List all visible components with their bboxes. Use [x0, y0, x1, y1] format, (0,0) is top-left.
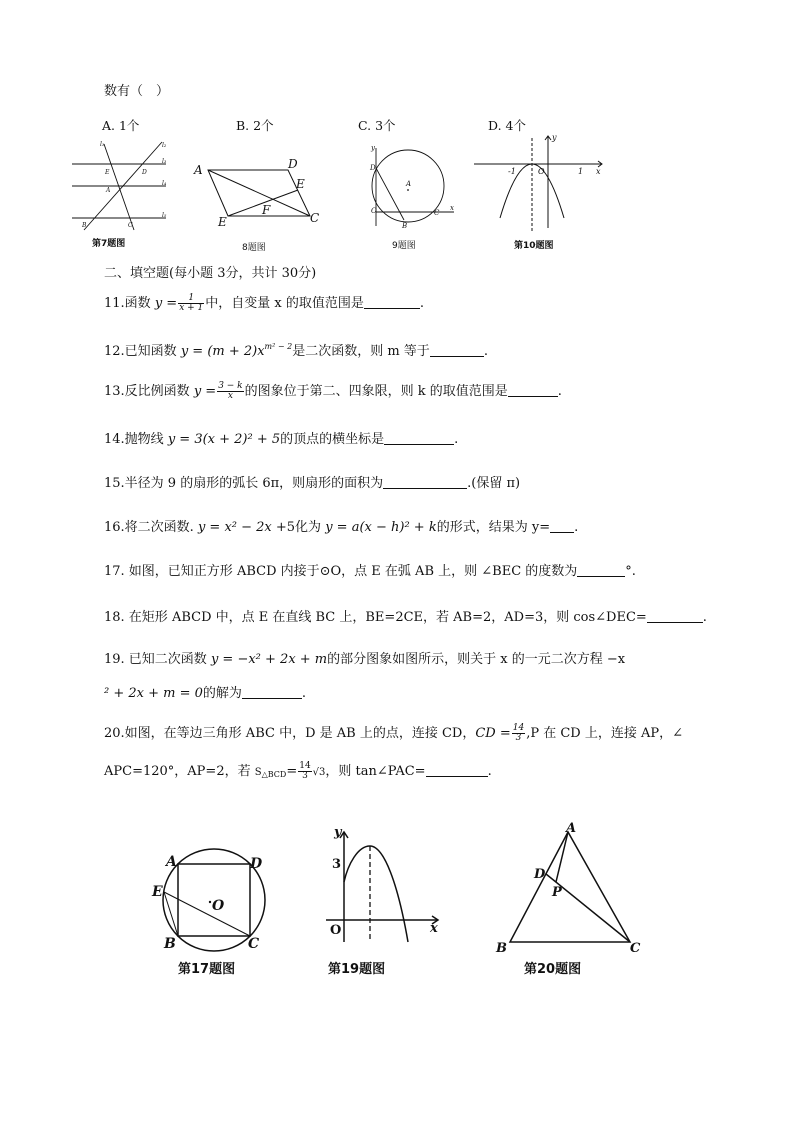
q19-end: .: [301, 686, 307, 701]
fig7-label-c: C: [128, 222, 133, 229]
fig7-label-a: A: [106, 187, 111, 194]
fig20-label-b: B: [496, 941, 507, 956]
fig20-label-a: A: [566, 822, 577, 836]
q20-s-denominator: 3: [302, 771, 308, 781]
question-13: [104, 380, 562, 401]
caption-fig19: 第19题图: [328, 962, 386, 977]
fig9-label-a: A: [406, 180, 412, 188]
fig19-label-y: y: [334, 825, 342, 840]
q20-line2-suffix: ，则 tan∠PAC=: [325, 764, 426, 779]
q12-suffix: 是二次函数，则 m 等于: [292, 344, 430, 359]
fig8-label-e: E: [296, 177, 305, 191]
q12-end: .: [483, 344, 488, 359]
q20-cd: CD =: [475, 726, 511, 741]
caption-fig20: 第20题图: [524, 962, 582, 977]
caption-fig9: 9题图: [392, 241, 416, 251]
fig19-label-three: 3: [332, 857, 342, 872]
fig17-label-a: A: [166, 854, 177, 870]
caption-fig8: 8题图: [242, 243, 266, 253]
q11-y: y =: [154, 296, 178, 311]
top-text: 数有（ ）: [104, 84, 170, 99]
q15-text: 15.半径为 9 的扇形的弧长 6π，则扇形的面积为: [104, 476, 384, 491]
fig10-label-neg1: -1: [508, 167, 516, 176]
fig8-label-a: A: [194, 163, 203, 177]
fig10-label-o: O: [538, 167, 545, 176]
fig8-label-f: F: [262, 203, 271, 217]
option-c: C. 3个: [358, 118, 396, 133]
question-11: [104, 292, 424, 313]
q13-answer-blank[interactable]: [508, 384, 558, 397]
q20-s: S: [254, 767, 262, 778]
q20-s-subscript: △BCD: [261, 770, 287, 779]
figure-7: [70, 136, 170, 234]
question-14: [104, 428, 458, 447]
option-b: B. 2个: [236, 118, 274, 133]
fig7-label-l5: l₅: [162, 212, 167, 219]
fig9-label-x: x: [450, 204, 454, 212]
q19-prefix: 19. 已知二次函数: [104, 652, 211, 667]
q19-line2-suffix: 的解为: [202, 686, 242, 701]
q12-exponent: m² − 2: [264, 342, 293, 351]
caption-fig10: 第10题图: [514, 241, 554, 251]
q20-line2-prefix: APC=120°，AP=2，若: [104, 764, 255, 779]
fig9-label-d: D: [370, 164, 376, 172]
question-20-line-2: [104, 760, 492, 781]
q20-s-root: √3: [312, 767, 326, 778]
q11-end: .: [419, 296, 425, 311]
q14-prefix: 14.抛物线: [104, 432, 168, 447]
q11-answer-blank[interactable]: [364, 296, 420, 309]
fig7-label-l3: l₃: [162, 158, 167, 165]
q20-answer-blank[interactable]: [426, 764, 488, 777]
fig10-label-x: x: [596, 167, 601, 176]
q11-denominator: x + 1: [179, 303, 204, 313]
q11-suffix: 中，自变量 x 的取值范围是: [205, 296, 364, 311]
q20-end: .: [487, 764, 492, 779]
q20-prefix: 20.如图，在等边三角形 ABC 中，D 是 AB 上的点，连接 CD，: [104, 726, 476, 741]
q20-s-numerator: 14: [299, 761, 311, 771]
question-18: [104, 606, 707, 625]
q20-s-fraction: [298, 762, 311, 781]
question-19-line-2: [104, 682, 306, 701]
q13-suffix: 的图象位于第二、四象限，则 k 的取值范围是: [244, 384, 508, 399]
question-17: [104, 560, 636, 579]
option-a: A. 1个: [102, 118, 140, 133]
q19-suffix: 的部分图象如图所示，则关于 x 的一元二次方程 −x: [327, 652, 626, 667]
q14-expression: y = 3(x + 2)² + 5: [167, 432, 281, 447]
fig7-label-l1: l₁: [100, 141, 105, 148]
fig17-label-b: B: [164, 936, 176, 952]
section-heading: 二、填空题(每小题 3分，共计 30分): [104, 266, 317, 281]
fig9-label-o: O: [371, 207, 377, 215]
fig8-label-d: D: [288, 157, 298, 171]
figure-10: [470, 132, 610, 236]
q14-answer-blank[interactable]: [384, 432, 454, 445]
q16-end: .: [574, 520, 579, 535]
q17-end: °.: [625, 564, 636, 579]
q16-answer-blank[interactable]: [550, 520, 574, 533]
q18-text: 18. 在矩形 ABCD 中，点 E 在直线 BC 上，BE=2CE，若 AB=2，AD=3，则 cos∠DEC=: [104, 610, 647, 625]
question-15: [104, 472, 520, 491]
q11-numerator: 1: [178, 294, 204, 304]
fig19-label-x: x: [430, 921, 438, 936]
q11-fraction: [178, 294, 204, 313]
q18-answer-blank[interactable]: [647, 610, 703, 623]
question-19-line-1: [104, 648, 625, 667]
option-d: D. 4个: [488, 118, 526, 133]
q15-end: .(保留 π): [467, 476, 521, 491]
fig17-label-o: O: [212, 898, 225, 914]
question-20-line-1: [104, 722, 683, 743]
fig17-label-c: C: [248, 936, 260, 952]
q15-answer-blank[interactable]: [383, 476, 467, 489]
fig7-label-l2: l₂: [162, 142, 167, 149]
q13-y: y =: [193, 384, 217, 399]
fig9-label-y: y: [371, 144, 375, 152]
figure-17: [146, 848, 276, 956]
fig17-label-d: D: [250, 856, 263, 872]
fig9-label-b: B: [402, 222, 408, 230]
fig17-label-e: E: [152, 884, 163, 900]
q14-end: .: [454, 432, 459, 447]
q13-prefix: 13.反比例函数: [104, 384, 194, 399]
fig20-label-p: P: [552, 885, 562, 900]
figure-19: [318, 824, 448, 952]
caption-fig17: 第17题图: [178, 962, 236, 977]
figure-8: [192, 154, 322, 234]
figure-20: [492, 822, 652, 956]
q14-suffix: 的顶点的横坐标是: [280, 432, 385, 447]
q16-expression-1: y = x² − 2x: [197, 520, 272, 535]
figure-9: [364, 138, 460, 234]
q20-suffix: ,P 在 CD 上，连接 AP，∠: [526, 726, 684, 741]
fig7-label-b: B: [82, 222, 87, 229]
fig10-label-y: y: [552, 133, 557, 142]
q11-prefix: 11.函数: [104, 296, 155, 311]
q16-expression-2: y = a(x − h)² + k: [325, 520, 437, 535]
fig20-label-c: C: [630, 941, 641, 956]
q12-expression: y = (m + 2)x: [180, 344, 265, 359]
q13-denominator: x: [227, 391, 233, 401]
fig7-label-e: E: [105, 169, 110, 176]
caption-fig7: 第7题图: [92, 239, 126, 249]
q20-s-equals: =: [286, 764, 298, 779]
fig8-label-c: C: [310, 211, 320, 225]
q19-equation: ² + 2x + m = 0: [104, 686, 203, 701]
fig9-label-c: C: [434, 209, 440, 217]
q16-prefix: 16.将二次函数.: [104, 520, 198, 535]
q19-answer-blank[interactable]: [242, 686, 302, 699]
fig7-label-d: D: [142, 169, 147, 176]
q13-fraction: [217, 382, 243, 401]
q17-text: 17. 如图，已知正方形 ABCD 内接于⊙O，点 E 在弧 AB 上，则 ∠BEC 的度数为: [104, 564, 578, 579]
q13-numerator: 3 − k: [218, 381, 243, 391]
q20-cd-fraction: [512, 724, 525, 743]
fig20-label-d: D: [534, 867, 546, 882]
q20-cd-numerator: 14: [512, 723, 525, 733]
fig7-label-l4: l₄: [162, 180, 167, 187]
q18-end: .: [702, 610, 707, 625]
q19-expression: y = −x² + 2x + m: [210, 652, 328, 667]
fig8-label-b: E: [218, 215, 227, 229]
q20-cd-denominator: 3: [515, 733, 522, 743]
fig19-label-o: O: [330, 923, 342, 938]
q17-answer-blank[interactable]: [577, 564, 625, 577]
q12-answer-blank[interactable]: [430, 344, 484, 357]
q16-suffix: 的形式，结果为 y=: [436, 520, 551, 535]
fig10-label-one: 1: [578, 167, 584, 176]
q13-end: .: [557, 384, 562, 399]
q12-prefix: 12.已知函数: [104, 344, 181, 359]
q16-middle: +5化为: [271, 520, 326, 535]
question-16: [104, 516, 578, 535]
question-12: [104, 340, 488, 359]
